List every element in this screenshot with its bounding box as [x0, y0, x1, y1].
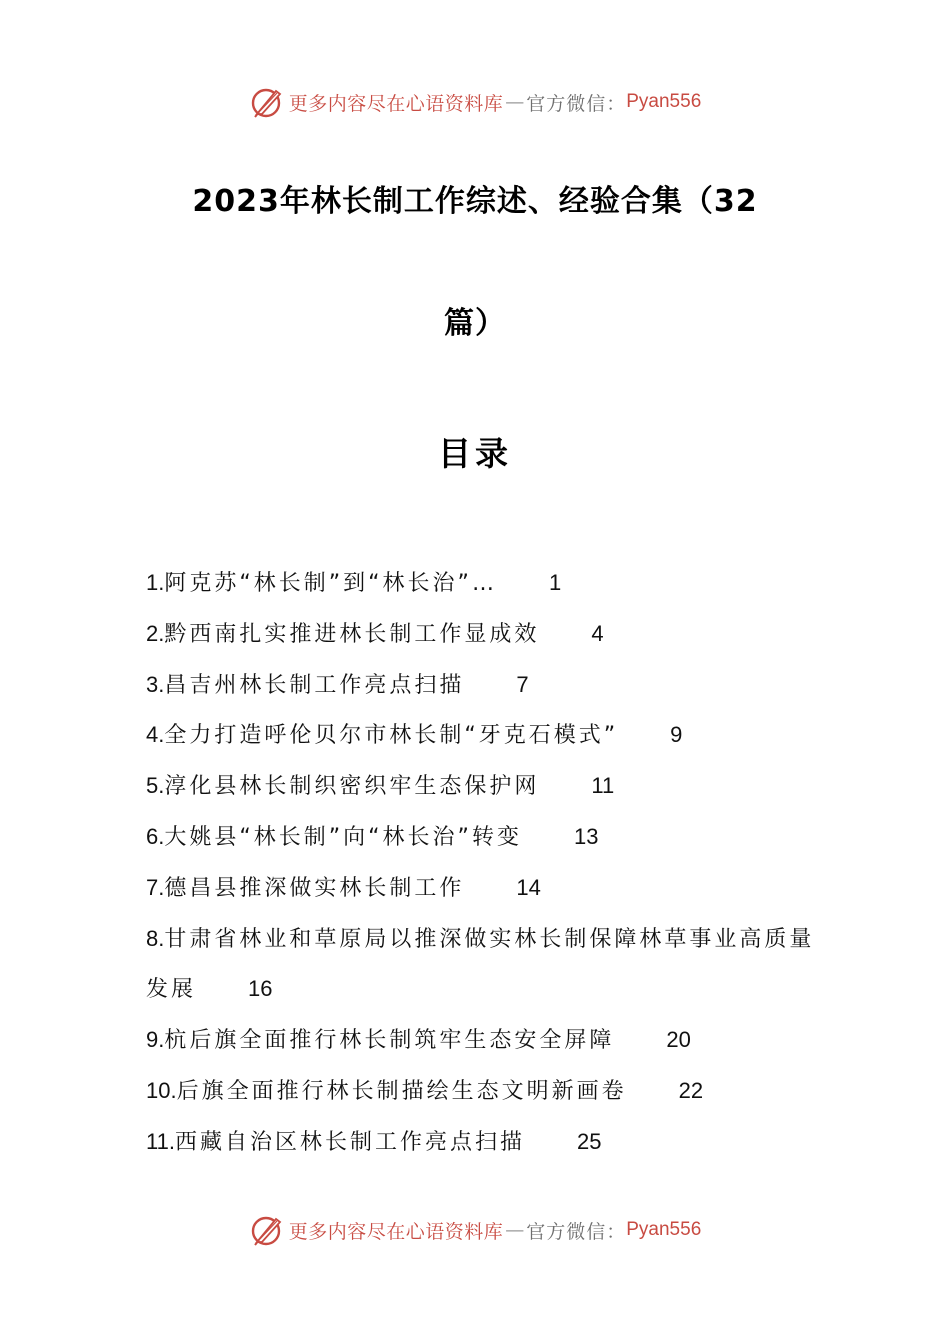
toc-entry-page: 7 — [516, 671, 529, 697]
toc-entry-number: 8. — [146, 925, 165, 951]
toc-entry-page: 4 — [591, 620, 604, 646]
watermark-header — [0, 82, 950, 122]
toc-entry-2[interactable] — [146, 609, 818, 660]
toc-entry-number: 1. — [146, 570, 165, 595]
toc-entry-title: 淳化县林长制织密织牢生态保护网 — [164, 774, 540, 800]
watermark-official-label: 官方微信： — [526, 1220, 627, 1243]
toc-entry-page: 14 — [516, 874, 541, 900]
toc-entry-page: 11 — [591, 773, 615, 799]
toc-entry-9[interactable] — [146, 1015, 818, 1066]
watermark-official-label: 官方微信： — [526, 92, 627, 115]
toc-entry-title: 杭后旗全面推行林长制筑牢生态安全屏障 — [164, 1028, 615, 1054]
toc-entry-title: 昌吉州林长制工作亮点扫描 — [164, 672, 465, 698]
toc-entry-number: 6. — [146, 823, 165, 849]
toc-entry-10[interactable] — [146, 1066, 818, 1117]
toc-entry-number: 7. — [146, 874, 165, 900]
toc-entry-title: 甘肃省林业和草原局以推深做实林长制保障林草事业高质量发展 — [146, 926, 815, 1003]
toc-entry-page: 22 — [678, 1077, 704, 1103]
toc-entry-page: 16 — [248, 976, 273, 1002]
toc-entry-1[interactable] — [146, 558, 818, 609]
toc-entry-number: 3. — [146, 671, 165, 697]
toc-entry-5[interactable] — [146, 761, 818, 812]
toc-entry-page: 1 — [548, 570, 562, 595]
quill-logo-icon — [249, 1212, 285, 1248]
toc-entry-number: 11. — [146, 1128, 175, 1154]
watermark-dash: — — [505, 1219, 525, 1241]
toc-entry-page: 25 — [576, 1128, 602, 1154]
watermark-dash: — — [505, 91, 525, 113]
toc-entry-4[interactable] — [146, 710, 818, 761]
toc-entry-number: 10. — [146, 1077, 177, 1103]
toc-entry-7[interactable] — [146, 863, 818, 914]
toc-entry-8[interactable] — [146, 914, 818, 1016]
toc-entry-number: 2. — [146, 620, 165, 646]
document-title-line2: 篇） — [444, 306, 506, 341]
toc-entry-number: 5. — [146, 773, 165, 799]
toc-entry-title: 全力打造呼伦贝尔市林长制“牙克石模式” — [164, 723, 619, 749]
toc-entry-title: 西藏自治区林长制工作亮点扫描 — [174, 1129, 525, 1155]
toc-entry-title: 黔西南扎实推进林长制工作显成效 — [164, 621, 540, 647]
watermark-account: Pyan556 — [626, 1219, 702, 1240]
toc-entry-title: 德昌县推深做实林长制工作 — [164, 875, 465, 901]
toc-heading: 目录 — [438, 434, 512, 473]
toc-entry-page: 20 — [666, 1027, 691, 1053]
toc-entry-title: 大姚县“林长制”向“林长治”转变 — [164, 824, 522, 850]
toc-entry-number: 9. — [146, 1027, 165, 1053]
toc-entry-11[interactable] — [146, 1117, 818, 1168]
watermark-account: Pyan556 — [626, 91, 702, 112]
table-of-contents — [146, 558, 818, 1168]
toc-entry-page: 9 — [670, 722, 683, 748]
toc-entry-6[interactable] — [146, 812, 818, 863]
toc-entry-3[interactable] — [146, 660, 818, 711]
watermark-site-text: 更多内容尽在心语资料库 — [288, 1220, 504, 1243]
watermark-site-text: 更多内容尽在心语资料库 — [288, 92, 504, 115]
quill-logo-icon — [249, 84, 285, 120]
toc-entry-page: 13 — [573, 823, 599, 849]
document-title-line1: 2023年林长制工作综述、经验合集（32 — [192, 184, 758, 219]
toc-entry-number: 4. — [146, 722, 165, 748]
watermark-footer — [0, 1210, 950, 1250]
toc-entry-title: 阿克苏“林长制”到“林长治”… — [164, 571, 497, 596]
toc-entry-title: 后旗全面推行林长制描绘生态文明新画卷 — [176, 1078, 627, 1104]
